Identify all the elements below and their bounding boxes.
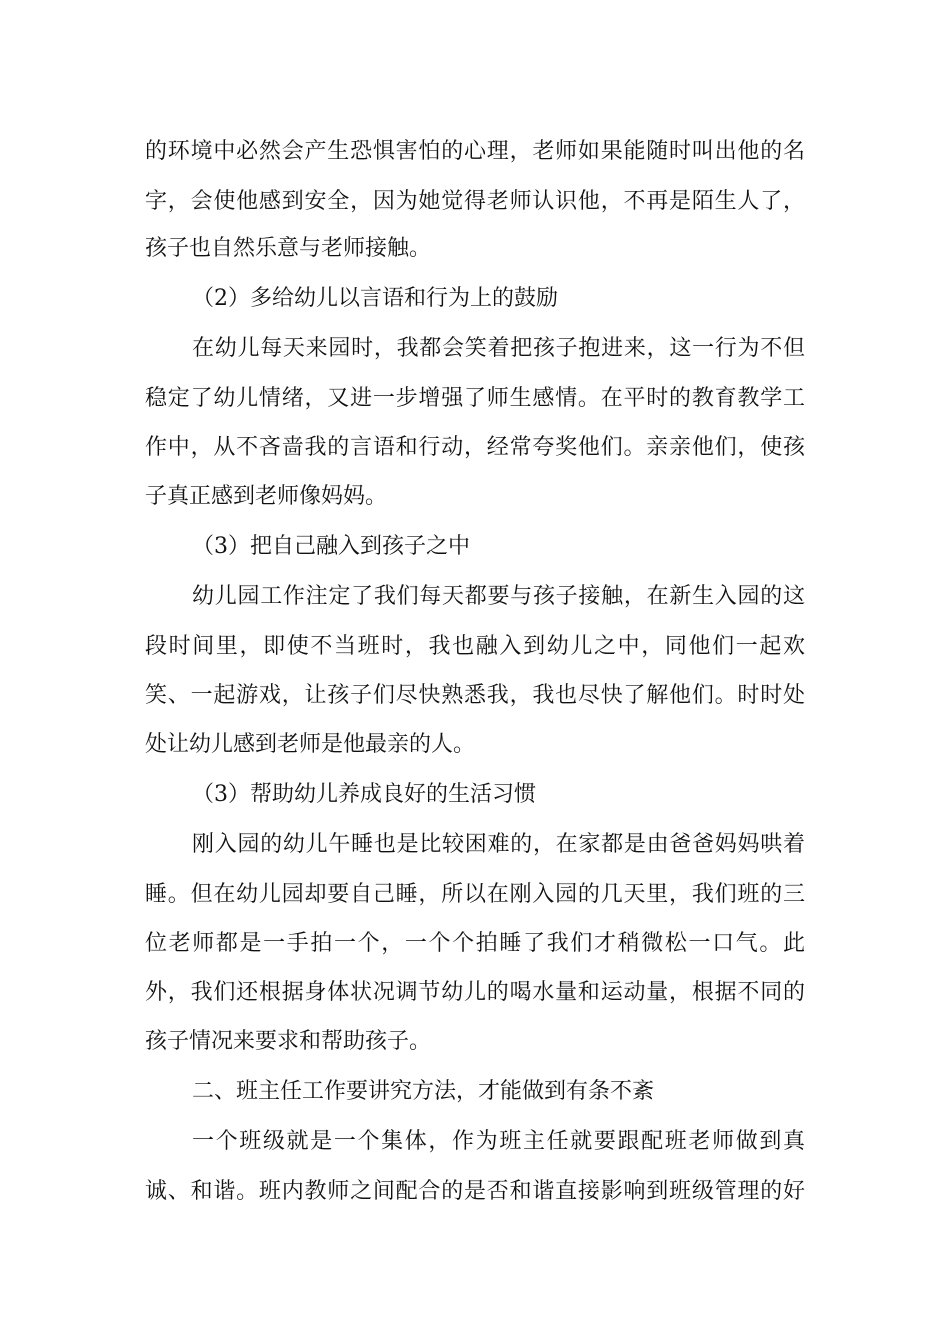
body-text-line: 刚入园的幼儿午睡也是比较困难的，在家都是由爸爸妈妈哄着: [192, 832, 805, 857]
body-text-line: 位老师都是一手拍一个，一个个拍睡了我们才稍微松一口气。此: [145, 931, 805, 956]
body-text-line: 幼儿园工作注定了我们每天都要与孩子接触，在新生入园的这: [192, 584, 805, 609]
body-text-line: 段时间里，即使不当班时，我也融入到幼儿之中，同他们一起欢: [145, 634, 805, 659]
body-text-line: 一个班级就是一个集体，作为班主任就要跟配班老师做到真: [192, 1129, 805, 1154]
section-heading: （3）帮助幼儿养成良好的生活习惯: [192, 782, 536, 807]
body-text-line: 字，会使他感到安全，因为她觉得老师认识他，不再是陌生人了，: [145, 189, 805, 214]
body-text-line: 外，我们还根据身体状况调节幼儿的喝水量和运动量，根据不同的: [145, 980, 805, 1005]
body-text-line: 睡。但在幼儿园却要自己睡，所以在刚入园的几天里，我们班的三: [145, 882, 805, 907]
body-text-line: 孩子情况来要求和帮助孩子。: [145, 1029, 432, 1054]
body-text-line: 诚、和谐。班内教师之间配合的是否和谐直接影响到班级管理的好: [145, 1179, 805, 1204]
body-text-line: 笑、一起游戏，让孩子们尽快熟悉我，我也尽快了解他们。时时处: [145, 683, 805, 708]
body-text-line: 的环境中必然会产生恐惧害怕的心理，老师如果能随时叫出他的名: [145, 139, 805, 164]
body-text-line: 孩子也自然乐意与老师接触。: [145, 236, 432, 261]
body-text-line: 在幼儿每天来园时，我都会笑着把孩子抱进来，这一行为不但: [192, 336, 805, 361]
body-text-line: 作中，从不吝啬我的言语和行动，经常夸奖他们。亲亲他们，使孩: [145, 435, 805, 460]
body-text-line: 子真正感到老师像妈妈。: [145, 484, 388, 509]
section-heading: （2）多给幼儿以言语和行为上的鼓励: [192, 286, 558, 311]
body-text-line: 处让幼儿感到老师是他最亲的人。: [145, 732, 476, 757]
body-text-line: 稳定了幼儿情绪，又进一步增强了师生感情。在平时的教育教学工: [145, 386, 805, 411]
section-heading: （3）把自己融入到孩子之中: [192, 534, 470, 559]
section-heading: 二、班主任工作要讲究方法，才能做到有条不紊: [192, 1079, 655, 1104]
